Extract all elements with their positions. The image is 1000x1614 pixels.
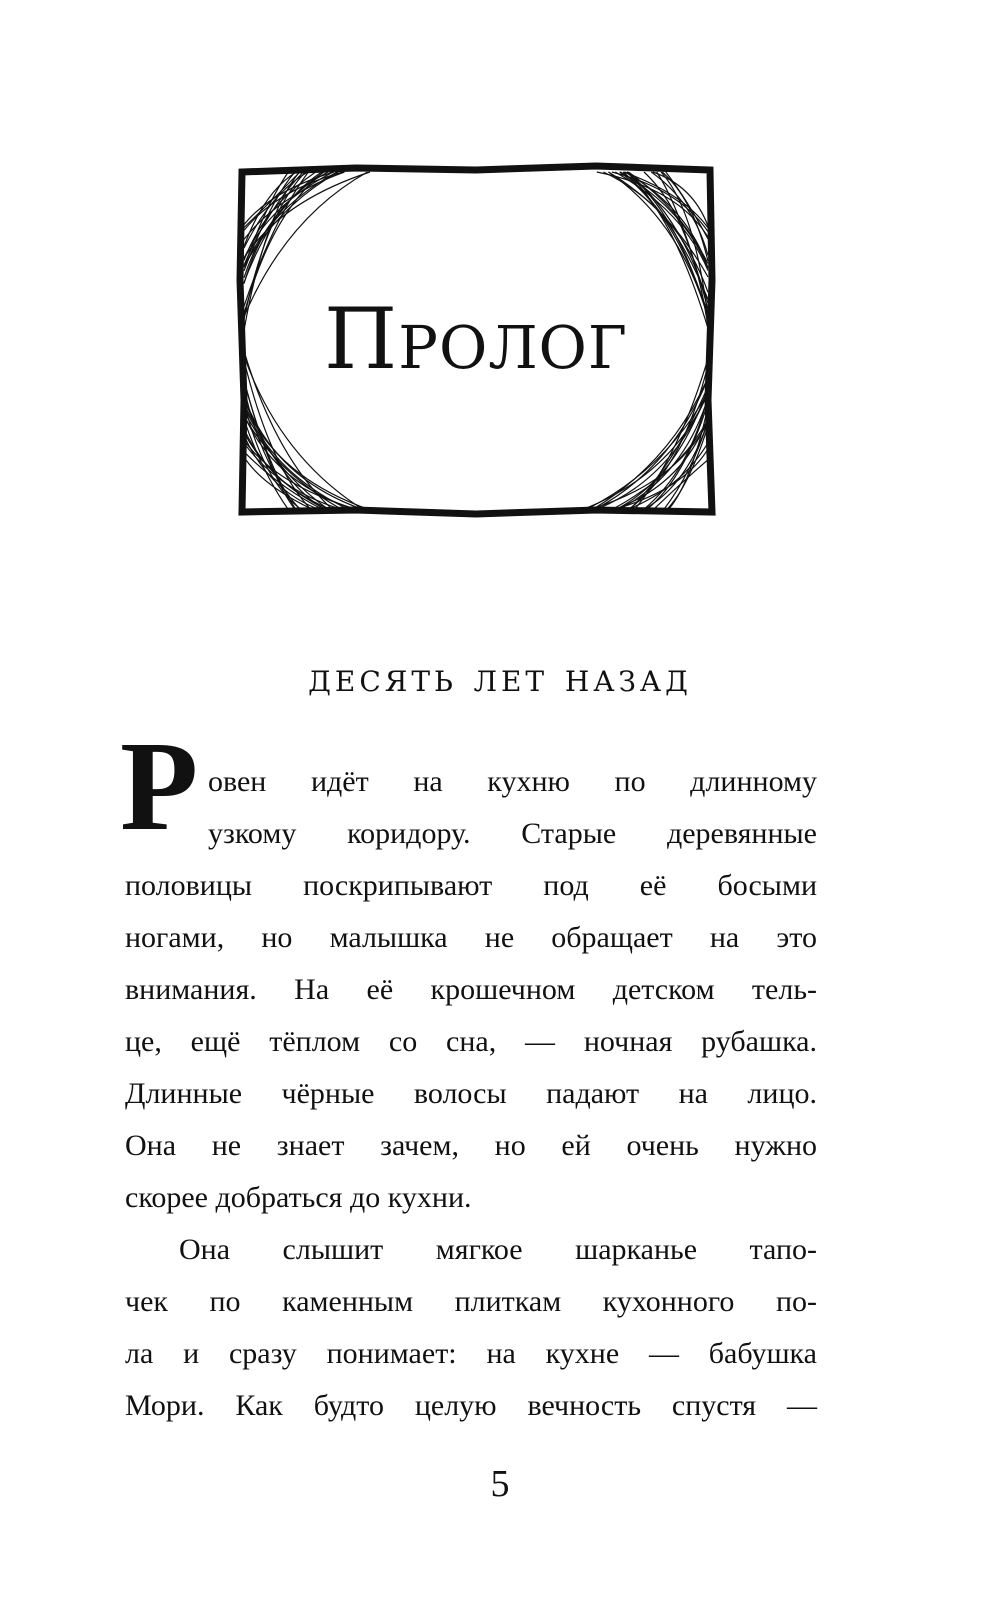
text-line: внимания. На её крошечном детском тель- [125,973,817,1006]
drop-cap: Р [120,715,199,857]
frame-ornament-stroke [244,403,370,510]
text-line: Она слышит мягкое шарканье тапо- [179,1233,817,1266]
frame-ornament-stroke [244,397,364,510]
text-line: чек по каменным плиткам кухонного по- [125,1285,817,1318]
text-line: ла и сразу понимает: на кухне — бабушка [125,1337,817,1370]
page-number: 5 [490,1463,510,1505]
text-line: Мори. Как будто целую вечность спустя — [125,1389,817,1422]
text-line: овен идёт на кухню по длинному [208,765,817,798]
text-line: половицы поскрипывают под её босыми [125,869,817,902]
frame-ornament-stroke [244,172,308,248]
text-line: Длинные чёрные волосы падают на лицо. [125,1077,817,1110]
text-line: узкому коридору. Старые деревянные [208,817,817,850]
chapter-subtitle: десять лет назад [308,655,692,701]
text-line: Она не знает зачем, но ей очень нужно [125,1129,817,1162]
text-line: ногами, но малышка не обращает на это [125,921,817,954]
frame-ornament-stroke [662,172,708,261]
chapter-title: Пролог [324,290,628,388]
text-line: це, ещё тёплом со сна, — ночная рубашка. [125,1025,817,1058]
frame-ornament-stroke [594,378,708,510]
text-line: скорее добраться до кухни. [125,1181,472,1214]
frame-ornament-stroke [612,172,708,231]
